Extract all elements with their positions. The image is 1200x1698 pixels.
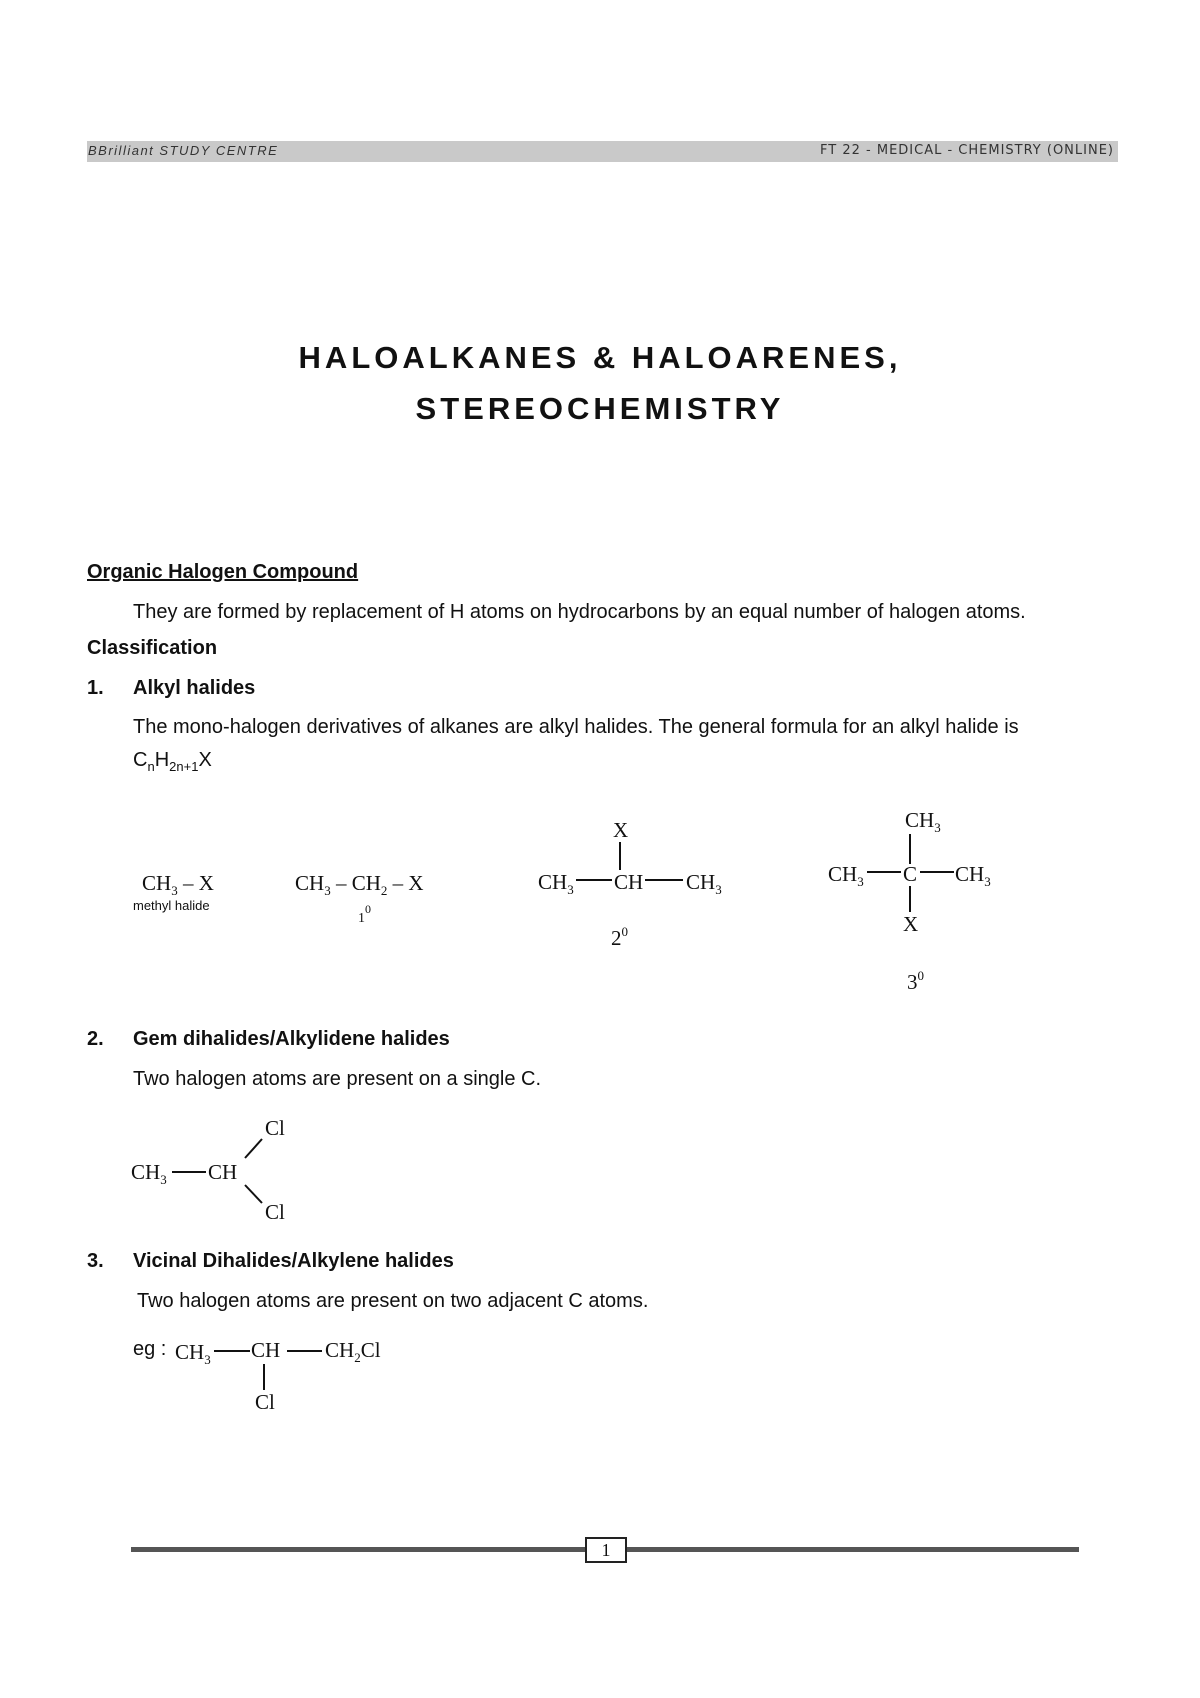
alkyl-halides-text: The mono-halogen derivatives of alkanes are alkyl halides. The general formula for an alkyl halide is	[133, 716, 1019, 738]
tertiary-c: C	[903, 862, 918, 886]
item-heading-gem-dihalides: Gem dihalides/Alkylidene halides	[133, 1028, 450, 1050]
tertiary-ch3-right: $CH_3$	[955, 862, 991, 889]
gem-ch: CH	[208, 1160, 238, 1184]
primary-label: 10	[358, 902, 371, 926]
header-brand: BBrilliant STUDY CENTRE	[88, 143, 279, 158]
item-number: 2.	[87, 1028, 104, 1050]
tertiary-ch3-top: $CH_3$	[905, 808, 941, 835]
gem-cl-bottom: Cl	[265, 1200, 285, 1224]
gem-ch3: $CH_3$	[131, 1160, 167, 1187]
item-number: 1.	[87, 677, 104, 699]
secondary-ch3-left: $CH_3$	[538, 870, 574, 897]
page-title-line2: STEREOCHEMISTRY	[415, 391, 785, 426]
primary-halide-formula: $CH_3 - CH_2$ – X	[295, 871, 424, 898]
secondary-ch3-right: $CH_3$	[686, 870, 722, 897]
vicinal-ch: CH	[251, 1338, 281, 1362]
vicinal-cl-bottom: Cl	[255, 1390, 275, 1414]
gem-dihalides-text: Two halogen atoms are present on a single C.	[133, 1068, 542, 1090]
section-intro: They are formed by replacement of H atoms on hydrocarbons by an equal number of halogen atoms.	[133, 601, 1026, 623]
secondary-ch: CH	[614, 870, 644, 894]
secondary-label: $2^0$	[611, 924, 628, 950]
tertiary-x: X	[903, 912, 919, 936]
item-heading-alkyl-halides: Alkyl halides	[133, 677, 256, 699]
tertiary-ch3-left: $CH_3$	[828, 862, 864, 889]
page-title-line1: HALOALKANES & HALOARENES,	[298, 340, 902, 375]
eg-label: eg :	[133, 1338, 167, 1360]
page-number: 1	[585, 1537, 627, 1563]
classification-heading: Classification	[87, 637, 218, 659]
methyl-halide-label: methyl halide	[133, 898, 210, 913]
item-number: 3.	[87, 1250, 104, 1272]
secondary-x: X	[613, 818, 629, 842]
header-course: FT 22 - MEDICAL - CHEMISTRY (ONLINE)	[820, 143, 1114, 158]
vicinal-ch2cl: $CH_2Cl$	[325, 1338, 381, 1365]
general-formula: $C_nH_{2n+1}X$	[133, 749, 212, 774]
methyl-halide-formula: $CH_3$ – X	[142, 871, 214, 898]
vicinal-dihalides-text: Two halogen atoms are present on two adjacent C atoms.	[137, 1290, 649, 1312]
item-heading-vicinal-dihalides: Vicinal Dihalides/Alkylene halides	[133, 1250, 454, 1272]
tertiary-label: $3^0$	[907, 968, 924, 994]
gem-cl-top: Cl	[265, 1116, 285, 1140]
vicinal-ch3: $CH_3$	[175, 1340, 211, 1367]
section-heading: Organic Halogen Compound	[87, 561, 359, 583]
